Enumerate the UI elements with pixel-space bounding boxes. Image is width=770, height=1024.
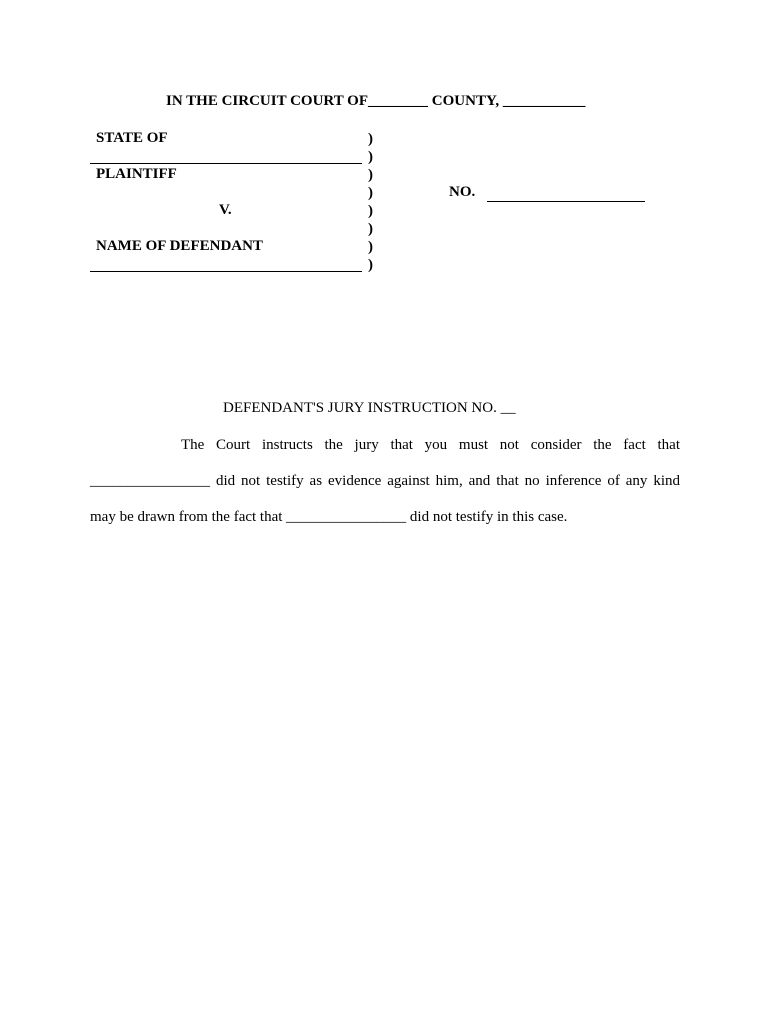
versus-label: V. — [219, 202, 232, 218]
instruction-line-1: The Court instructs the jury that you must not consider the fact that — [181, 437, 680, 453]
instruction-title — [223, 400, 516, 417]
court-heading-prefix: IN THE CIRCUIT COURT OF — [166, 93, 369, 109]
defendant-name-blank-2[interactable]: ________________ — [286, 509, 407, 525]
caption-paren: ) — [368, 131, 373, 147]
caption-paren: ) — [368, 185, 373, 201]
court-blank[interactable]: ________ — [368, 93, 429, 109]
defendant-name-blank-1[interactable]: ________________ — [90, 473, 210, 489]
instruction-line-2-text: did not testify as evidence against him, and that no inference of any kind — [215, 473, 681, 489]
caption-paren: ) — [368, 257, 373, 273]
caption-paren: ) — [368, 167, 373, 183]
plaintiff-name-line[interactable] — [90, 163, 362, 164]
instruction-line-3 — [90, 508, 680, 526]
caption-paren: ) — [368, 203, 373, 219]
instruction-number-blank[interactable]: __ — [500, 400, 516, 416]
instruction-title-text: DEFENDANT'S JURY INSTRUCTION NO. — [223, 400, 497, 416]
instruction-line-3-suffix: did not testify in this case. — [409, 509, 568, 525]
county-blank[interactable]: ___________ — [502, 93, 586, 109]
instruction-line-2 — [90, 472, 680, 490]
instruction-line-3-prefix: may be drawn from the fact that — [90, 509, 283, 525]
caption-paren: ) — [368, 149, 373, 165]
defendant-label: NAME OF DEFENDANT — [96, 238, 263, 254]
case-no-label: NO. — [449, 184, 476, 200]
caption-divider — [368, 130, 373, 274]
state-of-label: STATE OF — [96, 130, 168, 146]
caption-paren: ) — [368, 221, 373, 237]
caption-paren: ) — [368, 239, 373, 255]
case-no-line[interactable] — [487, 201, 645, 202]
plaintiff-label: PLAINTIFF — [96, 166, 177, 182]
court-heading — [166, 93, 585, 110]
defendant-name-line[interactable] — [90, 271, 362, 272]
county-label: COUNTY, — [431, 93, 500, 109]
